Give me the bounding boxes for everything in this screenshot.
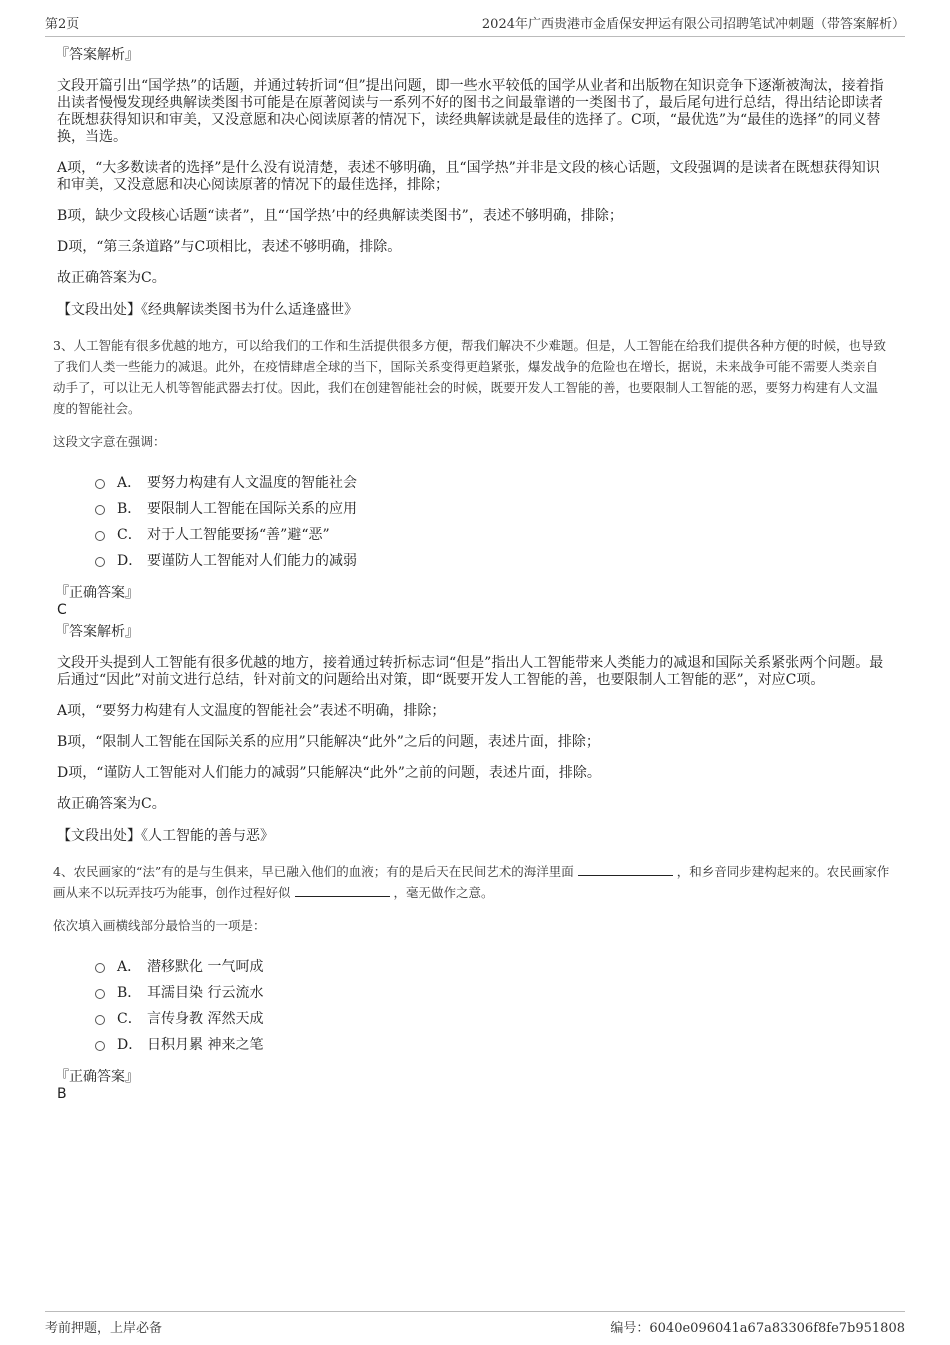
page-content [55,46,890,1107]
fill-blank [295,884,390,897]
document-id: 编号：6040e096041a67a83306f8fe7b951808 [610,1320,905,1336]
option-letter: D． [117,553,143,569]
page-header [45,12,905,37]
correct-answer-value: C [57,602,67,618]
radio-icon[interactable] [95,479,105,489]
page-footer [45,1311,905,1336]
radio-icon[interactable] [95,1015,105,1025]
question-3-prompt: 这段文字意在强调： [53,434,166,449]
analysis-paragraph: A项，“要努力构建有人文温度的智能社会”表述不明确，排除； [57,703,446,719]
question-3-options [95,469,890,573]
option-letter: B． [117,985,142,1001]
question-4-options [95,953,890,1057]
analysis-paragraph: D项，“谨防人工智能对人们能力的减弱”只能解决“此外”之前的问题，表述片面，排除。 [57,765,601,781]
footer-slogan: 考前押题，上岸必备 [45,1320,163,1336]
option-letter: B． [117,501,142,517]
option-text: 要限制人工智能在国际关系的应用 [147,501,357,517]
option-letter: D． [117,1037,143,1053]
analysis-paragraph: 文段开头提到人工智能有很多优越的地方，接着通过转折标志词“但是”指出人工智能带来人类能力的减退和国际关系紧张两个问题。最后通过“因此”对前文进行总结，针对前文的问题给出对策，即“既要开发人工智能的善，也要限制人工智能的恶”，对应C项。 [57,655,884,688]
radio-icon[interactable] [95,963,105,973]
option-letter: C． [117,1011,142,1027]
option-text: 日积月累 神来之笔 [147,1037,264,1053]
option-text: 言传身教 浑然天成 [147,1011,264,1027]
option-d[interactable] [95,1031,890,1057]
radio-icon[interactable] [95,557,105,567]
option-text: 耳濡目染 行云流水 [147,985,264,1001]
option-d[interactable] [95,547,890,573]
question-4-text [53,861,890,903]
option-a[interactable] [95,469,890,495]
fill-blank [578,863,673,876]
option-b[interactable] [95,979,890,1005]
option-c[interactable] [95,1005,890,1031]
option-text: 对于人工智能要扬“善”避“恶” [147,527,330,543]
correct-answer-value: B [57,1086,67,1102]
source-citation: 【文段出处】《人工智能的善与恶》 [57,828,274,844]
analysis-paragraph: A项，“大多数读者的选择”是什么没有说清楚，表述不够明确，且“国学热”并非是文段的核心话题，文段强调的是读者在既想获得知识和审美，又没意愿和决心阅读原著的情况下的最佳选择，排除； [57,160,880,193]
correct-answer-label: 『正确答案』 [55,1069,139,1085]
option-b[interactable] [95,495,890,521]
question-3-text: 3、人工智能有很多优越的地方，可以给我们的工作和生活提供很多方便，帮我们解决不少难题。但是，人工智能在给我们提供各种方便的时候，也导致了我们人类一些能力的减退。此外，在疫情肆虐全球的当下，国际关系变得更趋紧张，爆发战争的危险也在增长，据说，未来战争可能不需要人类亲自动手了，可以让无人机等智能武器去打仗。因此，我们在创建智能社会的时候，既要开发人工智能的善，也要限制人工智能的恶，要努力构建有人文温度的智能社会。 [53,338,886,416]
question-4-part: 4、农民画家的“法”有的是与生俱来，早已融入他们的血液；有的是后天在民间艺术的海洋里面 [53,864,574,879]
analysis-paragraph: 文段开篇引出“国学热”的话题，并通过转折词“但”提出问题，即一些水平较低的国学从业者和出版物在知识竞争下逐渐被淘汰，接着指出读者慢慢发现经典解读类图书可能是在原著阅读与一系列不好的图书之间最靠谱的一类图书了，最后尾句进行总结，得出结论即读者在既想获得知识和审美，又没意愿和决心阅读原著的情况下，读经典解读就是最佳的选择了。C项，“最优选”为“最佳的选择”的同义替换，当选。 [57,78,884,145]
option-letter: A． [117,959,142,975]
radio-icon[interactable] [95,1041,105,1051]
option-c[interactable] [95,521,890,547]
source-citation: 【文段出处】《经典解读类图书为什么适逢盛世》 [57,302,358,318]
option-text: 潜移默化 一气呵成 [147,959,264,975]
analysis-label: 『答案解析』 [55,624,139,640]
analysis-label: 『答案解析』 [55,47,139,63]
analysis-paragraph: B项，缺少文段核心话题“读者”，且“‘国学热’中的经典解读类图书”，表述不够明确，排除； [57,208,623,224]
analysis-paragraph: 故正确答案为C。 [57,796,166,812]
option-a[interactable] [95,953,890,979]
analysis-paragraph: 故正确答案为C。 [57,270,166,286]
page-number: 第2页 [45,16,80,32]
analysis-paragraph: D项，“第三条道路”与C项相比，表述不够明确，排除。 [57,239,402,255]
radio-icon[interactable] [95,531,105,541]
question-4-part: ，和乡音同步建构起来的。农民画家作画从来不以玩弄技巧为能事，创作过程好似 [53,864,890,900]
option-letter: A． [117,475,142,491]
radio-icon[interactable] [95,989,105,999]
question-4-prompt: 依次填入画横线部分最恰当的一项是： [53,918,266,933]
radio-icon[interactable] [95,505,105,515]
correct-answer-label: 『正确答案』 [55,585,139,601]
option-text: 要谨防人工智能对人们能力的减弱 [147,553,357,569]
question-4-part: ，毫无做作之意。 [393,885,494,900]
option-text: 要努力构建有人文温度的智能社会 [147,475,357,491]
document-title: 2024年广西贵港市金盾保安押运有限公司招聘笔试冲刺题（带答案解析） [481,16,905,32]
option-letter: C． [117,527,142,543]
analysis-paragraph: B项，“限制人工智能在国际关系的应用”只能解决“此外”之后的问题，表述片面，排除； [57,734,600,750]
